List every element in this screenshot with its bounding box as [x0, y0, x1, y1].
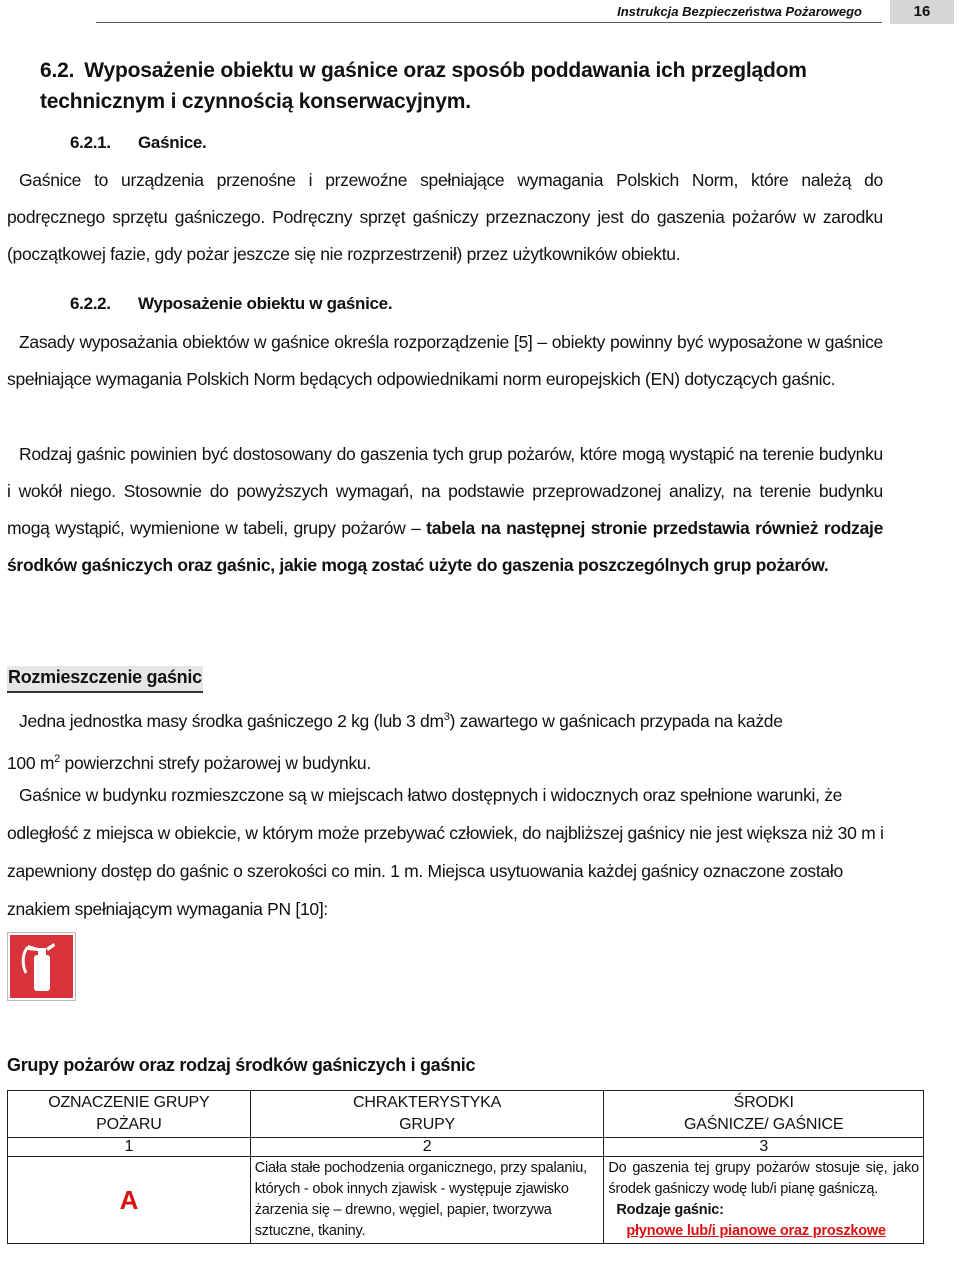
superscript: 2	[54, 752, 60, 765]
column-number: 3	[604, 1138, 924, 1157]
header-line: GAŚNICZE/ GAŚNICE	[684, 1116, 844, 1133]
page-header	[0, 0, 960, 24]
text-span: 100 m	[7, 752, 55, 773]
paragraph-text: Zasady wyposażania obiektów w gaśnice określa rozporządzenie [5] – obiekty powinny być wyposażone w gaśnice spełniające wymagania Polskich Norm będących odpowiednikami norm europejskich (EN) dotyczących gaśnic.	[7, 332, 883, 389]
header-line: OZNACZENIE GRUPY	[48, 1094, 210, 1111]
table-row	[8, 1157, 924, 1244]
group-characteristic: Ciała stałe pochodzenia organicznego, przy spalaniu, których - obok innych zjawisk - występuje zjawisko żarzenia się – drewno, węgiel, papier, tworzywa sztuczne, tkaniny.	[250, 1157, 604, 1244]
page-number: 16	[890, 0, 954, 24]
column-header-characteristic	[250, 1091, 604, 1138]
subsection-heading-1	[70, 133, 206, 153]
document-title: Instrukcja Bezpieczeństwa Pożarowego	[617, 4, 862, 19]
paragraph-placement-rules	[7, 776, 885, 928]
column-number: 2	[250, 1138, 604, 1157]
header-line: GRUPY	[399, 1116, 456, 1133]
fire-groups-table	[7, 1090, 924, 1244]
table-column-numbers-row	[8, 1138, 924, 1157]
subsection-number: 6.2.2.	[70, 294, 111, 313]
paragraph-unit-mass	[7, 698, 887, 782]
section-number: 6.2.	[40, 59, 75, 82]
superscript: 3	[443, 711, 450, 723]
subsection-heading-2	[70, 294, 392, 314]
subsection-number: 6.2.1.	[70, 133, 111, 152]
placement-heading: Rozmieszczenie gaśnic	[7, 666, 203, 693]
table-header-row	[8, 1091, 924, 1138]
header-rule	[96, 22, 882, 23]
subsection-title: Gaśnice.	[138, 133, 207, 152]
fire-group-label: A	[8, 1157, 251, 1244]
paragraph-fire-groups	[7, 436, 883, 584]
extinguisher-types-label: Rodzaje gaśnic:	[616, 1202, 724, 1218]
fire-extinguisher-sign	[7, 932, 76, 1001]
paragraph-text: Gaśnice w budynku rozmieszczone są w miejscach łatwo dostępnych i widocznych oraz spełnione warunki, że odległość z miejsca w obiekcie, w którym może przebywać człowiek, do najbliższej gaśnicy nie jest większa niż 30 m i zapewniony dostęp do gaśnic o szerokości co min. 1 m. Miejsca usytuowania każdej gaśnicy oznaczone zostało znakiem spełniającym wymagania PN [10]:	[7, 785, 884, 919]
fire-extinguisher-icon	[8, 933, 75, 1000]
group-agents	[604, 1157, 924, 1244]
text-span: Jedna jednostka masy środka gaśniczego 2 kg (lub 3 dm	[19, 710, 444, 731]
text-span: powierzchni strefy pożarowej w budynku.	[59, 752, 371, 773]
paragraph-text: Gaśnice to urządzenia przenośne i przewoźne spełniające wymagania Polskich Norm, które należą do podręcznego sprzętu gaśniczego. Podręczny sprzęt gaśniczy przeznaczony jest do gaszenia pożarów w zarodku (początkowej fazie, gdy pożar jeszcze się nie rozprzestrzenił) przez użytkowników obiektu.	[7, 170, 883, 264]
paragraph-bold-text: tabela na następnej stronie przedstawia również rodzaje środków gaśniczych oraz gaśnic, jakie mogą zostać użyte do gaszenia poszczególnych grup pożarów.	[7, 518, 884, 575]
text-span: ) zawartego w gaśnicach przypada na każde	[449, 710, 783, 731]
section-heading	[40, 55, 900, 117]
paragraph-text: Rodzaj gaśnic powinien być dostosowany do gaszenia tych grup pożarów, które mogą wystąpić na terenie budynku i wokół niego. Stosownie do powyższych wymagań, na podstawie przeprowadzonej analizy, na terenie budynku mogą wystąpić, wymienione w tabeli, grupy pożarów –	[7, 444, 883, 538]
column-number: 1	[8, 1138, 251, 1157]
extinguisher-types-value: płynowe lub/i pianowe oraz proszkowe	[626, 1223, 886, 1239]
table-title: Grupy pożarów oraz rodzaj środków gaśniczych i gaśnic	[7, 1055, 476, 1075]
section-title: Wyposażenie obiektu w gaśnice oraz sposób poddawania ich przeglądom technicznym i czynnością konserwacyjnym.	[40, 59, 807, 113]
column-header-group	[8, 1091, 251, 1138]
header-line: ŚRODKI	[733, 1094, 794, 1111]
column-header-agents	[604, 1091, 924, 1138]
header-line: CHRAKTERYSTYKA	[353, 1094, 502, 1111]
header-line: POŻARU	[96, 1116, 162, 1133]
subsection-title: Wyposażenie obiektu w gaśnice.	[138, 294, 393, 313]
agents-text: Do gaszenia tej grupy pożarów stosuje się, jako środek gaśniczy wodę lub/i pianę gaśniczą.	[608, 1160, 919, 1197]
paragraph-equipment-rules	[7, 324, 883, 398]
paragraph-extinguishers	[7, 162, 883, 273]
